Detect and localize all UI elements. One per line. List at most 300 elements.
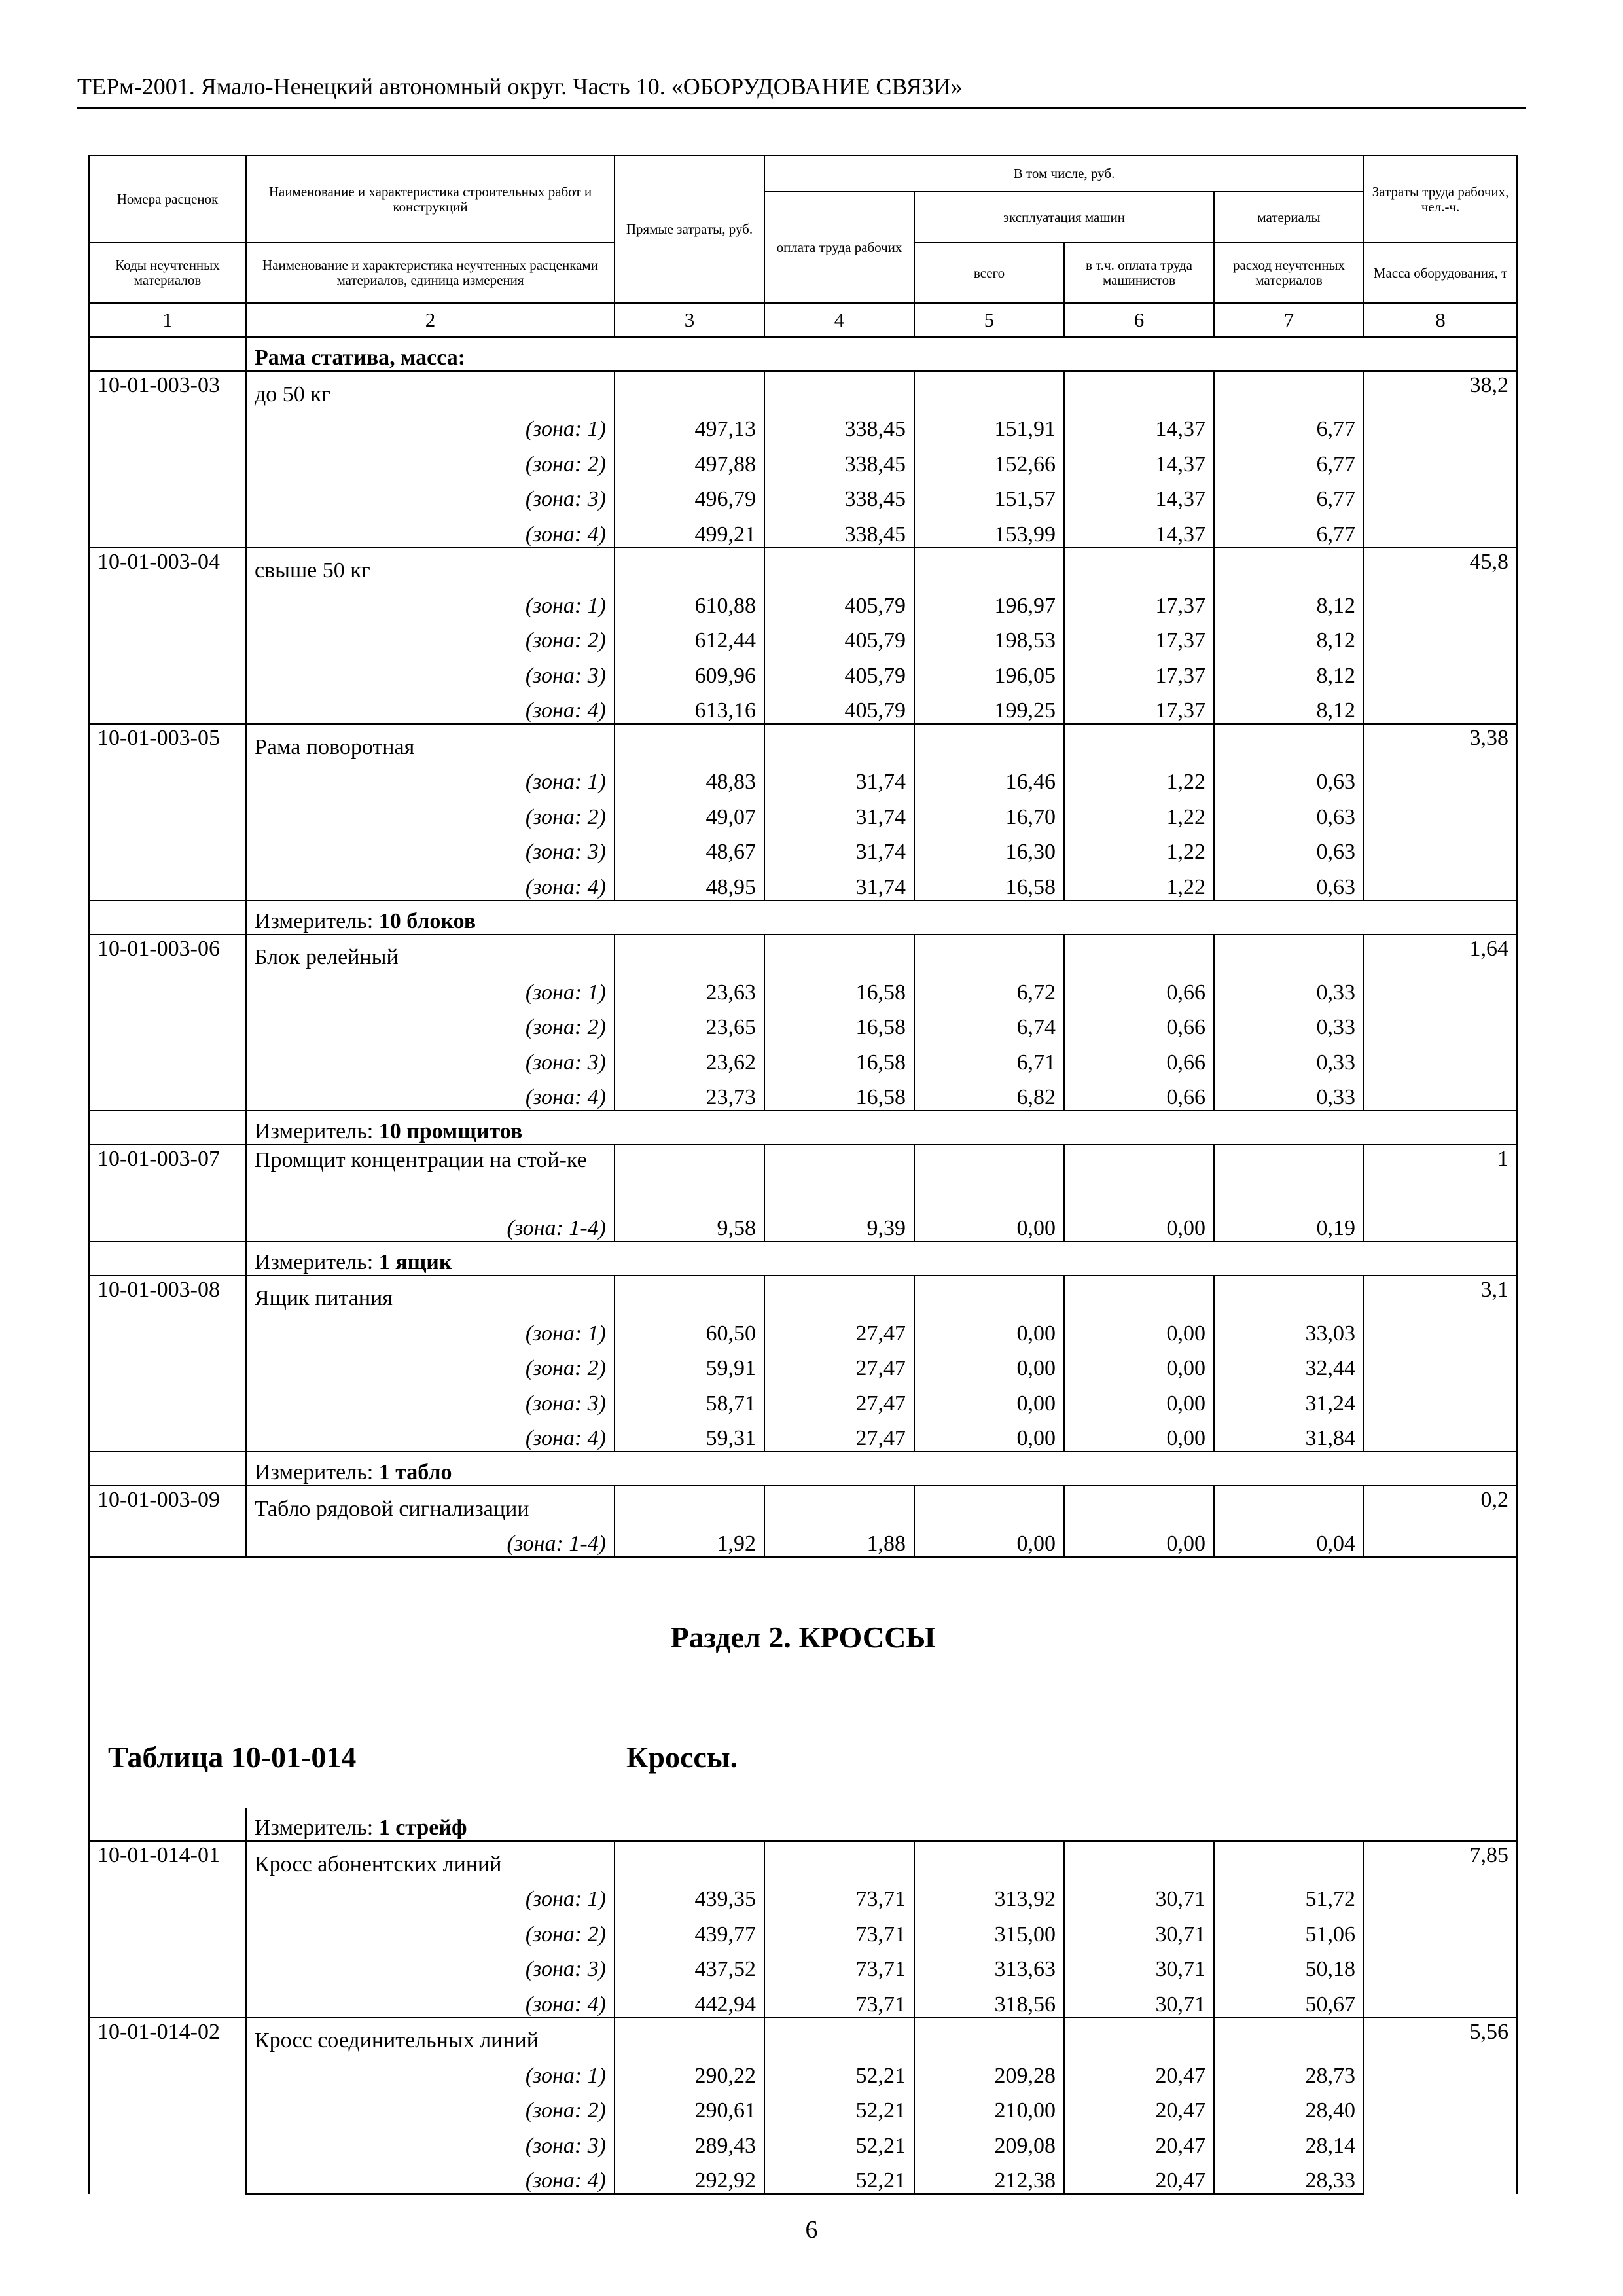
machines-total: 16,30 [914,830,1064,865]
zone-row [89,1982,1517,2018]
zone-row [89,477,1517,512]
empty-cell [615,1145,764,1206]
measure-label: Измеритель: [255,908,379,933]
zone-row [89,1947,1517,1982]
materials: 6,77 [1214,512,1364,548]
section-block [90,1558,1516,1808]
operators-pay: 0,00 [1064,1346,1214,1382]
materials: 0,19 [1214,1206,1364,1242]
header-direct-costs: Прямые затраты, руб. [615,156,764,303]
labor-pay: 52,21 [764,2123,914,2159]
operators-pay: 14,37 [1064,477,1214,512]
machines-total: 0,00 [914,1522,1064,1558]
direct-costs: 1,92 [615,1522,764,1558]
empty-cell [615,548,764,584]
empty-cell [1064,548,1214,584]
machines-total: 16,58 [914,865,1064,901]
table-label: Таблица 10-01-014 [108,1740,357,1774]
machines-total: 6,74 [914,1005,1064,1041]
machines-total: 212,38 [914,2159,1064,2195]
direct-costs: 48,67 [615,830,764,865]
direct-costs: 23,65 [615,1005,764,1041]
table-body [89,337,1517,2194]
rate-code: 10-01-003-04 [89,548,246,725]
zone-row [89,1206,1517,1242]
machines-total: 0,00 [914,1416,1064,1452]
empty-cell [1064,371,1214,407]
zone-row [89,795,1517,830]
zone-row [89,512,1517,548]
zone-row [89,1005,1517,1041]
materials: 0,63 [1214,795,1364,830]
labor-pay: 73,71 [764,1877,914,1912]
rate-name: Ящик питания [246,1276,615,1312]
materials: 0,33 [1214,1040,1364,1075]
labor-pay: 405,79 [764,653,914,689]
rate-row [89,371,1517,407]
rate-code: 10-01-003-05 [89,724,246,901]
zone-row [89,970,1517,1005]
empty-cell [764,1841,914,1877]
group-title-row [89,1111,1517,1145]
rate-code: 10-01-014-02 [89,2018,246,2195]
section-heading: Раздел 2. КРОССЫ [670,1621,936,1654]
direct-costs: 439,35 [615,1877,764,1912]
zone-label: (зона: 1) [246,1311,615,1346]
empty-cell [764,371,914,407]
operators-pay: 20,47 [1064,2123,1214,2159]
direct-costs: 59,31 [615,1416,764,1452]
machines-total: 151,91 [914,407,1064,442]
empty-cell [764,2018,914,2054]
rate-row [89,1841,1517,1877]
direct-costs: 612,44 [615,619,764,654]
empty-cell [764,1276,914,1312]
zone-row [89,689,1517,725]
direct-costs: 48,83 [615,760,764,795]
labor-cost: 3,38 [1364,724,1517,901]
labor-pay: 73,71 [764,1982,914,2018]
materials: 6,77 [1214,407,1364,442]
direct-costs: 437,52 [615,1947,764,1982]
operators-pay: 0,00 [1064,1416,1214,1452]
materials: 0,33 [1214,1005,1364,1041]
machines-total: 313,63 [914,1947,1064,1982]
machines-total: 152,66 [914,442,1064,477]
direct-costs: 610,88 [615,583,764,619]
materials: 0,63 [1214,830,1364,865]
empty-cell [1214,1841,1364,1877]
labor-pay: 52,21 [764,2053,914,2089]
labor-pay: 52,21 [764,2089,914,2124]
group-title [246,1808,1517,1841]
empty-cell [1214,548,1364,584]
direct-costs: 290,22 [615,2053,764,2089]
operators-pay: 30,71 [1064,1947,1214,1982]
zone-row [89,1912,1517,1947]
direct-costs: 23,63 [615,970,764,1005]
labor-pay: 52,21 [764,2159,914,2195]
direct-costs: 289,43 [615,2123,764,2159]
zone-label: (зона: 4) [246,1075,615,1111]
labor-pay: 405,79 [764,689,914,725]
operators-pay: 17,37 [1064,653,1214,689]
rate-code: 10-01-003-08 [89,1276,246,1452]
empty-cell [615,935,764,971]
labor-pay: 31,74 [764,830,914,865]
machines-total: 16,46 [914,760,1064,795]
materials: 50,18 [1214,1947,1364,1982]
operators-pay: 1,22 [1064,865,1214,901]
zone-row [89,760,1517,795]
empty-cell [1214,1145,1364,1206]
direct-costs: 290,61 [615,2089,764,2124]
zone-row [89,2089,1517,2124]
measure-unit: 10 промщитов [378,1119,523,1143]
page-header: ТЕРм-2001. Ямало-Ненецкий автономный округ. Часть 10. «ОБОРУДОВАНИЕ СВЯЗИ» [77,71,1526,109]
materials: 8,12 [1214,583,1364,619]
labor-pay: 9,39 [764,1206,914,1242]
empty-cell [615,1486,764,1522]
measure-unit: 1 табло [378,1460,452,1484]
rate-code: 10-01-003-03 [89,371,246,548]
empty-cell [89,901,246,935]
empty-cell [1214,724,1364,760]
materials: 8,12 [1214,653,1364,689]
materials: 28,40 [1214,2089,1364,2124]
zone-label: (зона: 1-4) [246,1522,615,1558]
labor-cost: 1,64 [1364,935,1517,1111]
machines-total: 6,72 [914,970,1064,1005]
operators-pay: 0,66 [1064,1075,1214,1111]
labor-pay: 338,45 [764,442,914,477]
direct-costs: 9,58 [615,1206,764,1242]
empty-cell [1214,371,1364,407]
empty-cell [1214,1486,1364,1522]
machines-total: 209,28 [914,2053,1064,2089]
labor-pay: 1,88 [764,1522,914,1558]
direct-costs: 439,77 [615,1912,764,1947]
direct-costs: 496,79 [615,477,764,512]
operators-pay: 20,47 [1064,2159,1214,2195]
measure-label: Измеритель: [255,1119,379,1143]
zone-row [89,2159,1517,2195]
empty-cell [1064,935,1214,971]
header-materials: материалы [1214,192,1364,243]
zone-label: (зона: 3) [246,653,615,689]
labor-pay: 405,79 [764,619,914,654]
rate-name: Кросс соединительных линий [246,2018,615,2054]
direct-costs: 497,13 [615,407,764,442]
column-number: 4 [764,303,914,337]
table-header [89,156,1517,337]
empty-cell [764,1145,914,1206]
operators-pay: 17,37 [1064,583,1214,619]
group-title-row [89,1452,1517,1486]
labor-pay: 338,45 [764,407,914,442]
group-title [246,901,1517,935]
empty-cell [1214,2018,1364,2054]
operators-pay: 1,22 [1064,830,1214,865]
header-unaccounted: Наименование и характеристика неучтенных расценками материалов, единица измерения [246,243,615,303]
machines-total: 0,00 [914,1381,1064,1416]
zone-row [89,407,1517,442]
column-number: 8 [1364,303,1517,337]
machines-total: 151,57 [914,477,1064,512]
zone-row [89,865,1517,901]
zone-row [89,1040,1517,1075]
materials: 28,33 [1214,2159,1364,2195]
zone-label: (зона: 3) [246,1381,615,1416]
rate-name: Рама поворотная [246,724,615,760]
labor-pay: 31,74 [764,865,914,901]
operators-pay: 30,71 [1064,1982,1214,2018]
operators-pay: 0,00 [1064,1381,1214,1416]
rates-table [88,155,1518,2195]
empty-cell [89,337,246,371]
zone-label: (зона: 4) [246,689,615,725]
zone-label: (зона: 1) [246,970,615,1005]
table-title: Кроссы. [626,1740,738,1774]
materials: 31,84 [1214,1416,1364,1452]
header-consumption: расход неучтенных материалов [1214,243,1364,303]
rate-row [89,548,1517,584]
labor-pay: 27,47 [764,1346,914,1382]
operators-pay: 1,22 [1064,795,1214,830]
section-block-cell [89,1557,1517,1808]
empty-cell [615,1841,764,1877]
zone-row [89,653,1517,689]
zone-label: (зона: 4) [246,865,615,901]
labor-pay: 27,47 [764,1416,914,1452]
materials: 0,33 [1214,970,1364,1005]
empty-cell [615,2018,764,2054]
zone-label: (зона: 2) [246,2089,615,2124]
rate-name: Блок релейный [246,935,615,971]
direct-costs: 59,91 [615,1346,764,1382]
rate-row [89,1276,1517,1312]
operators-pay: 17,37 [1064,619,1214,654]
zone-label: (зона: 1) [246,1877,615,1912]
direct-costs: 442,94 [615,1982,764,2018]
empty-cell [1214,1276,1364,1312]
header-including: В том числе, руб. [764,156,1364,192]
empty-cell [764,724,914,760]
operators-pay: 0,00 [1064,1522,1214,1558]
measure-unit: 1 ящик [378,1249,452,1274]
empty-cell [615,724,764,760]
labor-pay: 338,45 [764,477,914,512]
operators-pay: 20,47 [1064,2089,1214,2124]
group-title-row [89,1242,1517,1276]
empty-cell [89,1808,246,1841]
zone-row [89,1381,1517,1416]
group-title-row [89,901,1517,935]
zone-label: (зона: 2) [246,1912,615,1947]
operators-pay: 14,37 [1064,407,1214,442]
empty-cell [1064,1486,1214,1522]
group-title-row [89,337,1517,371]
machines-total: 153,99 [914,512,1064,548]
zone-row [89,2123,1517,2159]
zone-label: (зона: 1) [246,407,615,442]
rate-name: Табло рядовой сигнализации [246,1486,615,1522]
operators-pay: 17,37 [1064,689,1214,725]
materials: 51,72 [1214,1877,1364,1912]
zone-row [89,2053,1517,2089]
measure-label: Измеритель: [255,1460,379,1484]
materials: 28,73 [1214,2053,1364,2089]
machines-total: 318,56 [914,1982,1064,2018]
empty-cell [615,1276,764,1312]
machines-total: 315,00 [914,1912,1064,1947]
operators-pay: 0,66 [1064,1005,1214,1041]
empty-cell [914,724,1064,760]
measure-unit: 1 стрейф [378,1816,467,1840]
column-number: 1 [89,303,246,337]
empty-cell [914,2018,1064,2054]
zone-label: (зона: 4) [246,512,615,548]
labor-cost: 3,1 [1364,1276,1517,1452]
empty-cell [914,1841,1064,1877]
zone-label: (зона: 3) [246,830,615,865]
page-number: 6 [805,2216,818,2244]
direct-costs: 499,21 [615,512,764,548]
header-number: Номера расценок [89,156,246,243]
zone-label: (зона: 3) [246,477,615,512]
header-total: всего [914,243,1064,303]
zone-row [89,442,1517,477]
zone-label: (зона: 2) [246,442,615,477]
empty-cell [764,1486,914,1522]
materials: 8,12 [1214,689,1364,725]
empty-cell [764,548,914,584]
operators-pay: 20,47 [1064,2053,1214,2089]
empty-cell [1064,1276,1214,1312]
machines-total: 196,05 [914,653,1064,689]
materials: 31,24 [1214,1381,1364,1416]
rate-row [89,1486,1517,1522]
zone-label: (зона: 1) [246,760,615,795]
zone-row [89,1877,1517,1912]
zone-label: (зона: 4) [246,1982,615,2018]
empty-cell [914,935,1064,971]
labor-pay: 73,71 [764,1912,914,1947]
measure-label: Измеритель: [255,1816,379,1840]
materials: 0,04 [1214,1522,1364,1558]
measure-label: Измеритель: [255,1249,379,1274]
machines-total: 313,92 [914,1877,1064,1912]
machines-total: 210,00 [914,2089,1064,2124]
zone-row [89,1311,1517,1346]
empty-cell [914,548,1064,584]
labor-cost: 7,85 [1364,1841,1517,2018]
empty-cell [764,935,914,971]
column-number: 7 [1214,303,1364,337]
materials: 6,77 [1214,477,1364,512]
rate-code: 10-01-003-07 [89,1145,246,1242]
direct-costs: 613,16 [615,689,764,725]
zone-row [89,1416,1517,1452]
rate-row [89,1145,1517,1206]
header-labor-pay: оплата труда рабочих [764,192,914,303]
machines-total: 0,00 [914,1311,1064,1346]
labor-cost: 38,2 [1364,371,1517,548]
materials: 0,63 [1214,865,1364,901]
zone-label: (зона: 1) [246,583,615,619]
measure-unit: 10 блоков [378,908,476,933]
zone-label: (зона: 3) [246,1947,615,1982]
machines-total: 199,25 [914,689,1064,725]
machines-total: 6,71 [914,1040,1064,1075]
direct-costs: 60,50 [615,1311,764,1346]
materials: 0,33 [1214,1075,1364,1111]
column-numbers-row [89,303,1517,337]
operators-pay: 30,71 [1064,1877,1214,1912]
zone-row [89,1522,1517,1558]
empty-cell [1064,724,1214,760]
labor-pay: 16,58 [764,970,914,1005]
materials: 51,06 [1214,1912,1364,1947]
rate-row [89,2018,1517,2054]
empty-cell [1214,935,1364,971]
materials: 50,67 [1214,1982,1364,2018]
zone-label: (зона: 1-4) [246,1206,615,1242]
operators-pay: 0,00 [1064,1206,1214,1242]
group-title [246,337,1517,371]
column-number: 3 [615,303,764,337]
materials: 6,77 [1214,442,1364,477]
zone-row [89,1346,1517,1382]
operators-pay: 14,37 [1064,512,1214,548]
machines-total: 16,70 [914,795,1064,830]
rate-row [89,935,1517,971]
zone-label: (зона: 2) [246,1346,615,1382]
machines-total: 0,00 [914,1206,1064,1242]
labor-pay: 27,47 [764,1381,914,1416]
rate-name: свыше 50 кг [246,548,615,584]
labor-cost: 5,56 [1364,2018,1517,2195]
zone-row [89,830,1517,865]
empty-cell [89,1242,246,1276]
direct-costs: 49,07 [615,795,764,830]
operators-pay: 0,66 [1064,1040,1214,1075]
labor-pay: 31,74 [764,760,914,795]
section-row [89,1557,1517,1808]
zone-label: (зона: 4) [246,1416,615,1452]
materials: 33,03 [1214,1311,1364,1346]
labor-cost: 1 [1364,1145,1517,1242]
zone-label: (зона: 4) [246,2159,615,2195]
labor-cost: 45,8 [1364,548,1517,725]
zone-row [89,1075,1517,1111]
machines-total: 0,00 [914,1346,1064,1382]
labor-pay: 16,58 [764,1075,914,1111]
empty-cell [89,1452,246,1486]
zone-label: (зона: 2) [246,619,615,654]
empty-cell [1064,1841,1214,1877]
zone-row [89,583,1517,619]
operators-pay: 30,71 [1064,1912,1214,1947]
zone-label: (зона: 3) [246,1040,615,1075]
column-number: 2 [246,303,615,337]
machines-total: 196,97 [914,583,1064,619]
labor-pay: 338,45 [764,512,914,548]
labor-pay: 405,79 [764,583,914,619]
labor-cost: 0,2 [1364,1486,1517,1557]
rate-code: 10-01-003-06 [89,935,246,1111]
zone-label: (зона: 3) [246,2123,615,2159]
